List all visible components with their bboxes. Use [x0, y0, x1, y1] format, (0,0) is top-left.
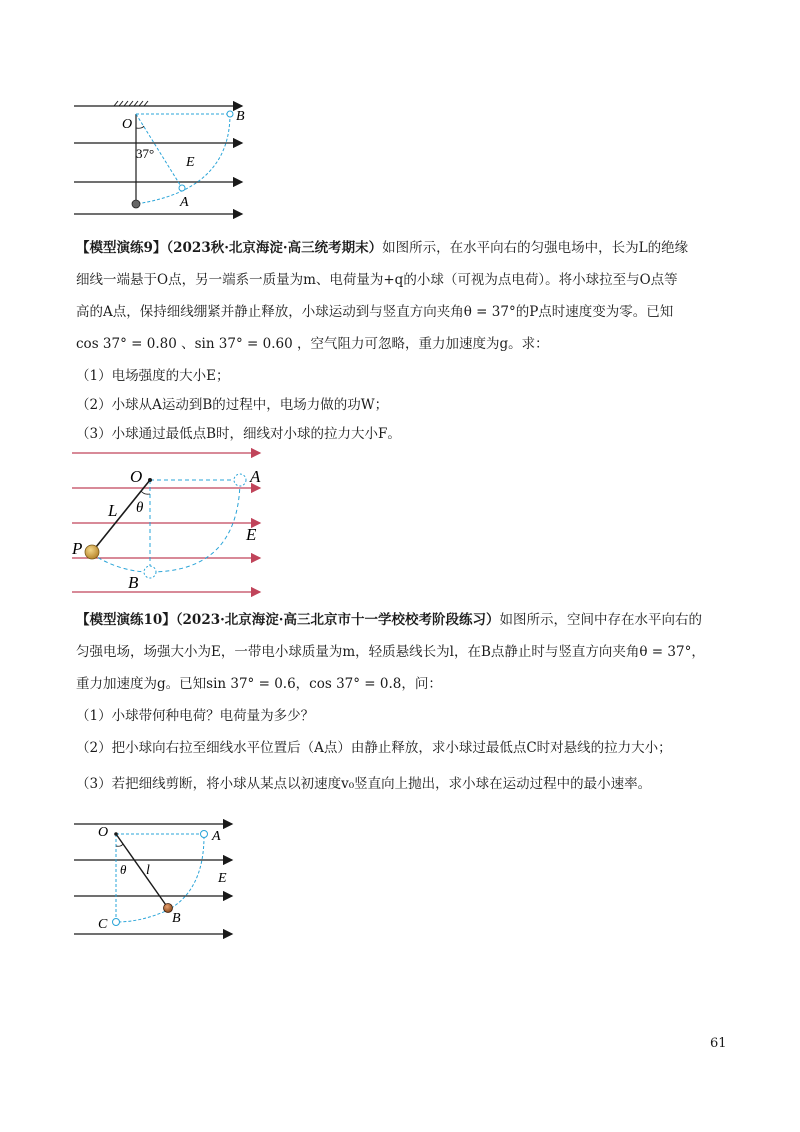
problem-10-line-1	[76, 610, 702, 630]
ball-b	[144, 566, 156, 578]
problem-10-question-2: （2）把小球向右拉至细线水平位置后（A点）由静止释放，求小球过最低点C时对悬线的拉力大小；	[76, 740, 672, 756]
page-number: 61	[710, 1036, 727, 1051]
problem-10-header: 【模型演练10】（2023·北京海淀·高三北京市十一学校校考阶段练习）	[76, 612, 500, 628]
problem-9-line-4: cos 37° = 0.80 、sin 37° = 0.60 ，空气阻力可忽略，重力加速度为g。求：	[76, 336, 549, 352]
label-o: O	[130, 467, 143, 486]
problem-9-line-2: 细线一端悬于O点，另一端系一质量为m、电荷量为+q的小球（可视为点电荷）。将小球拉至与O点等	[76, 272, 678, 288]
problem-9-header: 【模型演练9】（2023秋·北京海淀·高三统考期末）	[76, 240, 383, 256]
problem-9-line-3: 高的A点，保持细线绷紧并静止释放，小球运动到与竖直方向夹角θ = 37°的P点时速度变为零。已知	[76, 304, 674, 320]
figure-3	[72, 818, 252, 942]
problem-9-text-1: 如图所示，在水平向右的匀强电场中，长为L的绝缘	[382, 240, 689, 256]
figure-1	[70, 92, 260, 222]
ball-b	[227, 111, 233, 117]
ceiling-hatch	[112, 101, 150, 106]
problem-9-line-1	[76, 238, 688, 258]
problem-10-question-1: （1）小球带何种电荷？电荷量为多少？	[76, 708, 315, 724]
problem-10-question-3: （3）若把细线剪断，将小球从某点以初速度v₀竖直向上抛出，求小球在运动过程中的最小速率。	[76, 776, 652, 792]
pivot-o	[114, 832, 118, 836]
label-theta: θ	[120, 862, 127, 877]
label-o: O	[98, 825, 109, 840]
label-a: A	[250, 467, 261, 486]
label-l: l	[146, 863, 150, 878]
label-a: A	[180, 195, 189, 210]
label-e: E	[246, 525, 257, 544]
label-angle: 37°	[136, 146, 155, 161]
ball-initial	[132, 200, 140, 208]
ball-a	[234, 474, 246, 486]
problem-9-question-3: （3）小球通过最低点B时，细线对小球的拉力大小F。	[76, 426, 401, 442]
ball-c	[113, 919, 120, 926]
problem-10-text-1: 如图所示，空间中存在水平向右的	[499, 612, 703, 628]
label-c: C	[98, 917, 108, 932]
angle-arc	[136, 126, 144, 128]
angle-arc	[141, 491, 150, 494]
pivot-o	[148, 478, 152, 482]
figure-2	[70, 444, 270, 604]
label-b: B	[172, 911, 181, 926]
ball-a	[201, 831, 208, 838]
angle-arc	[116, 844, 123, 846]
label-l: L	[108, 501, 118, 520]
ball-a	[179, 185, 185, 191]
problem-10-line-3: 重力加速度为g。已知sin 37° = 0.6，cos 37° = 0.8，问：	[76, 676, 442, 692]
label-p: P	[72, 539, 83, 558]
ball-p	[85, 545, 99, 559]
label-theta: θ	[136, 500, 144, 516]
problem-9-question-1: （1）电场强度的大小E；	[76, 368, 230, 384]
label-a: A	[212, 829, 221, 844]
dashed-arc	[116, 836, 204, 922]
label-e: E	[186, 155, 195, 170]
label-o: O	[122, 117, 133, 132]
label-b: B	[128, 573, 139, 592]
problem-9-question-2: （2）小球从A运动到B的过程中，电场力做的功W；	[76, 397, 389, 413]
label-e: E	[218, 871, 227, 886]
problem-10-line-2: 匀强电场，场强大小为E，一带电小球质量为m，轻质悬线长为l，在B点静止时与竖直方向夹角θ = 37°，	[76, 644, 705, 660]
field-lines	[74, 106, 242, 214]
label-b: B	[236, 109, 245, 124]
